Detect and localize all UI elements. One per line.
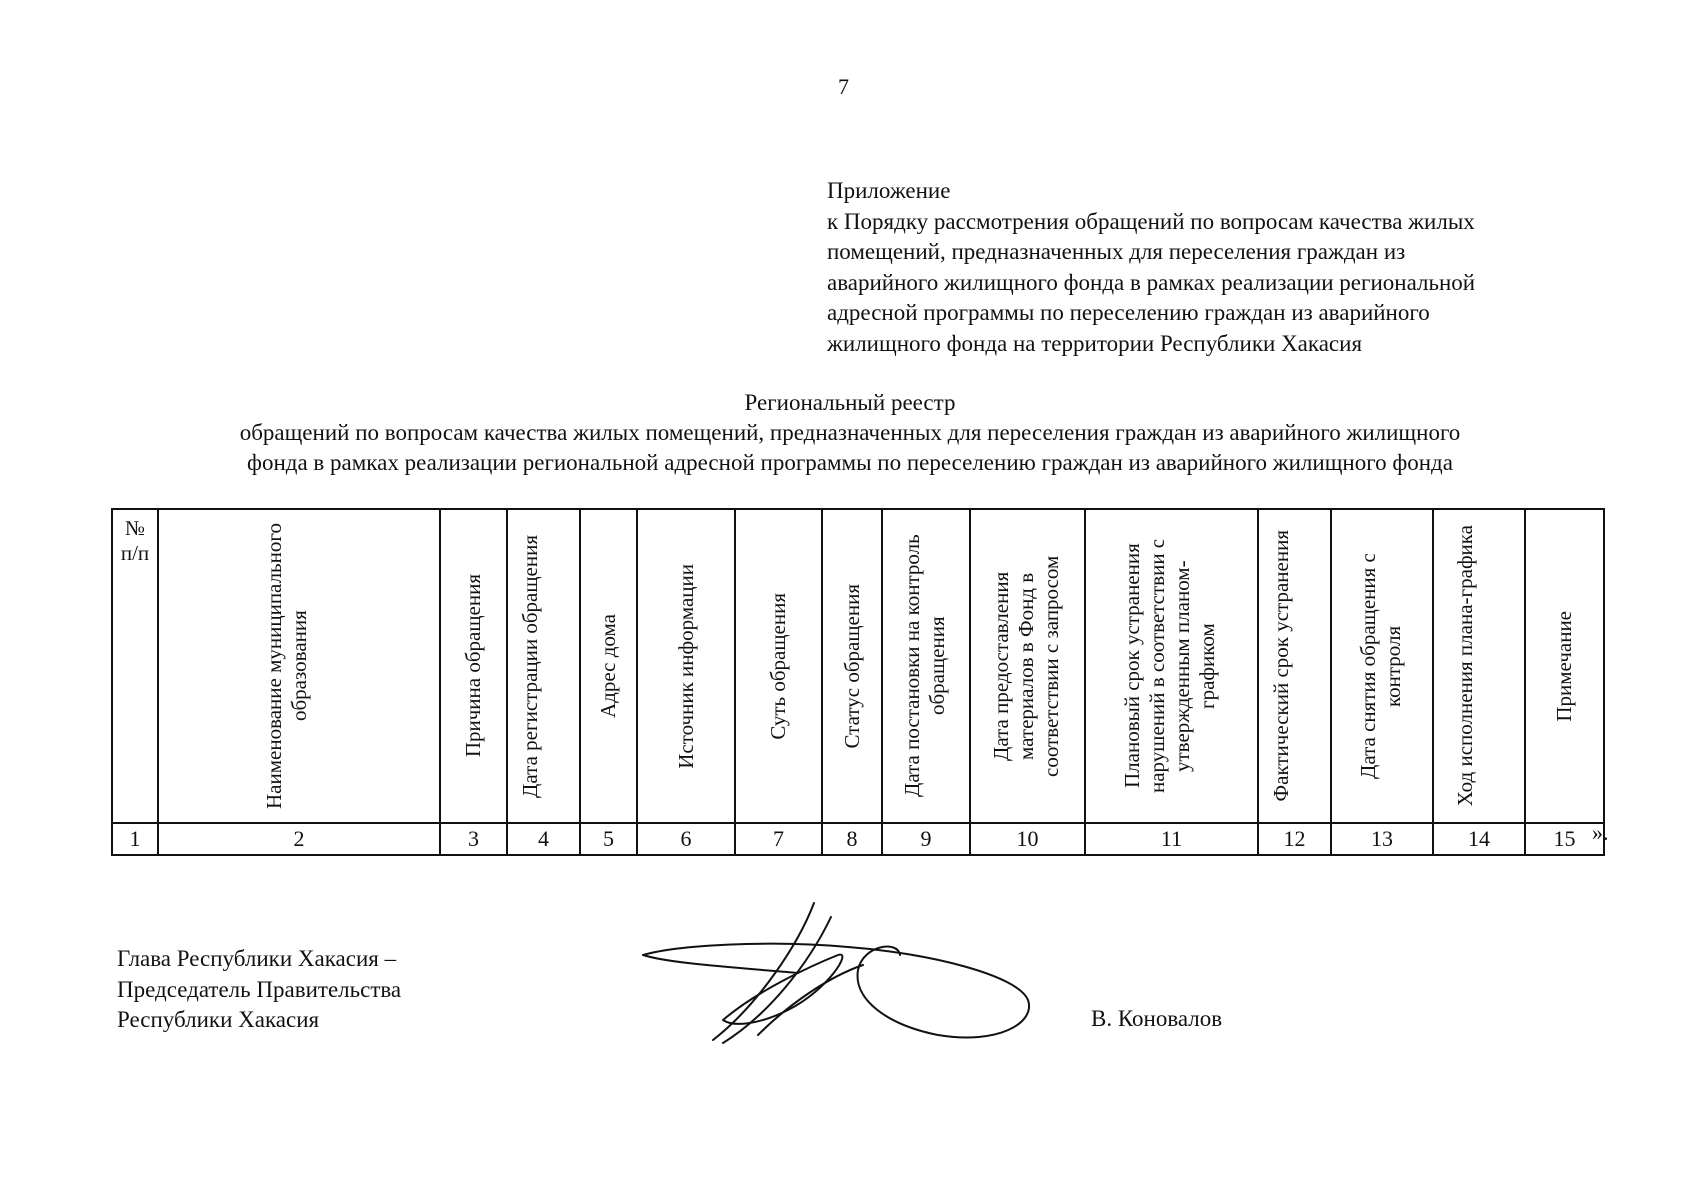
column-header-address (580, 509, 637, 823)
column-header-label: Статус обращения (839, 583, 864, 749)
column-header-planned-term (1085, 509, 1258, 823)
appendix-line: адресной программы по переселению граждан из аварийного (827, 300, 1430, 325)
column-header-label: Причина обращения (461, 574, 485, 758)
column-number-cell: 5 (580, 823, 637, 855)
column-header-municipality (158, 509, 440, 823)
column-number-cell: 4 (507, 823, 580, 855)
appendix-line: Приложение (827, 178, 951, 203)
signer-name: В. Коновалов (1091, 1006, 1223, 1031)
closing-quote: ». (1592, 820, 1609, 845)
column-header-materials-date (970, 509, 1085, 823)
column-number-cell: 1 (112, 823, 158, 855)
handwritten-signature (638, 895, 1038, 1045)
column-header-reason (440, 509, 507, 823)
column-number-cell: 15 (1525, 823, 1604, 855)
column-header-label: Суть обращения (766, 592, 790, 740)
column-number-cell: 14 (1433, 823, 1525, 855)
column-header-registration-date (507, 509, 580, 823)
registry-table (111, 508, 1605, 856)
column-header-label: Фактический срок устранения (1268, 530, 1293, 802)
signatory-title-line: Республики Хакасия (117, 1007, 320, 1032)
column-header-label: Наименование муниципального образования (261, 523, 311, 809)
appendix-line: аварийного жилищного фонда в рамках реализации региональной (827, 269, 1476, 295)
registry-title: Региональный реестр (744, 390, 956, 415)
appendix-line: помещений, предназначенных для переселения граждан из (827, 239, 1406, 264)
signatory-title (117, 944, 401, 1036)
column-header-label: Дата предоставления материалов в Фонд в соответствии с запросом (988, 555, 1063, 777)
column-number-cell: 12 (1258, 823, 1331, 855)
registry-subtitle-line: фонда в рамках реализации региональной адресной программы по переселению граждан из аварийного жилищного фонда (247, 450, 1453, 475)
column-header-actual-term (1258, 509, 1331, 823)
column-header-status (822, 509, 882, 823)
appendix-line: жилищного фонда на территории Республики Хакасия (827, 330, 1363, 356)
column-number-cell: 10 (970, 823, 1085, 855)
column-header-label: Ход исполнения плана-графика (1453, 525, 1477, 807)
column-header-label: Плановый срок устранения нарушений в соответствии с утвержденным планом-графиком (1119, 538, 1219, 794)
page-number: 7 (838, 74, 849, 99)
column-header-control-date (882, 509, 970, 823)
table-header-row (112, 509, 1604, 823)
column-number-cell: 7 (735, 823, 822, 855)
column-header-label: Примечание (1552, 610, 1576, 722)
column-header-info-source (637, 509, 735, 823)
column-header-label: Источник информации (673, 563, 698, 769)
column-number-cell: 11 (1085, 823, 1258, 855)
header-number-sign: № (124, 516, 146, 540)
column-header-label: Адрес дома (596, 613, 620, 718)
table-number-row (112, 823, 1604, 855)
column-header-number (112, 509, 158, 823)
column-header-label: Дата снятия обращения с контроля (1356, 553, 1405, 779)
column-number-cell: 13 (1331, 823, 1433, 855)
registry-title-block (100, 388, 1600, 478)
column-header-label: Дата регистрации обращения (517, 534, 542, 798)
header-number-abbrev: п/п (120, 541, 150, 565)
registry-subtitle-line: обращений по вопросам качества жилых помещений, предназначенных для переселения граждан из аварийного жилищного (239, 420, 1461, 445)
column-number-cell: 8 (822, 823, 882, 855)
column-header-essence (735, 509, 822, 823)
column-number-cell: 9 (882, 823, 970, 855)
column-number-cell: 3 (440, 823, 507, 855)
column-header-schedule-progress (1433, 509, 1525, 823)
signatory-title-line: Председатель Правительства (117, 976, 402, 1002)
column-header-removal-date (1331, 509, 1433, 823)
signatory-title-line: Глава Республики Хакасия – (117, 946, 397, 971)
column-header-note (1525, 509, 1604, 823)
column-header-label: Дата постановки на контроль обращения (900, 534, 949, 798)
column-number-cell: 2 (158, 823, 440, 855)
appendix-heading (827, 176, 1627, 359)
column-number-cell: 6 (637, 823, 735, 855)
appendix-line: к Порядку рассмотрения обращений по вопросам качества жилых (827, 208, 1475, 234)
